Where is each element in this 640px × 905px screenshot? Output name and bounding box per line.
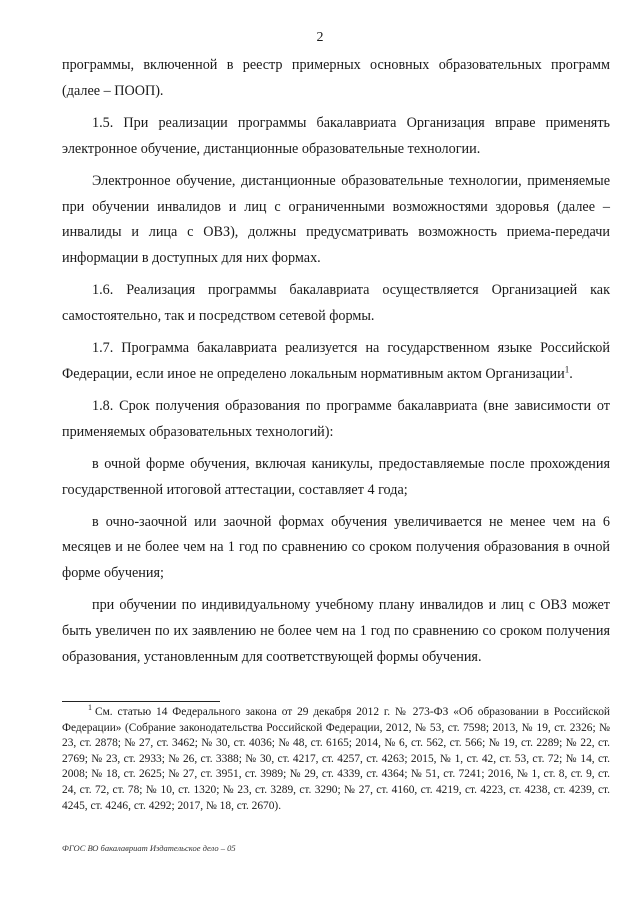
paragraph-1-6: 1.6. Реализация программы бакалавриата осуществляется Организацией как самостоятельно, так и посредством сетевой формы. [62,282,610,325]
paragraph-1-7-text: 1.7. Программа бакалавриата реализуется на государственном языке Российской Федерации, если иное не определено локальным нормативным актом Организации [62,340,610,382]
footnote-mark: 1 [88,703,92,713]
page-number: 2 [316,30,324,45]
paragraph-1-8: 1.8. Срок получения образования по программе бакалавриата (вне зависимости от применяемых образовательных технологий): [62,397,610,440]
paragraph-parttime: в очно-заочной или заочной формах обучения увеличивается не менее чем на 6 месяцев и не более чем на 1 год по сравнению со сроком получения образования в очной форме обучения; [62,513,610,582]
footnote-reference: 1 [564,364,570,375]
paragraph-elearning-ovz: Электронное обучение, дистанционные образовательные технологии, применяемые при обучении инвалидов и лиц с ограниченными возможностями здоровья (далее – инвалиды и лица с ОВЗ), должны предусматривать возможность приема-передачи информации в доступных для них формах. [62,172,610,267]
paragraph-1-7: 1.7. Программа бакалавриата реализуется на государственном языке Российской Федерации, если иное не определено локальным нормативным актом Организации$^1$. [62,340,610,382]
page-footer-note: ФГОС ВО бакалавриат Издательское дело – 05 [62,843,236,853]
footnote-text: См. статью 14 Федерального закона от 29 декабря 2012 г. № 273-ФЗ «Об образовании в Российской Федерации» (Собрание законодательства Российской Федерации, 2012, № 53, ст. 7598; 2013, № 19, ст. 2326; № 23, ст. 2878; № 27, ст. 3462; № 30, ст. 4036; № 48, ст. 6165; 2014, № 6, ст. 562, ст. 566; № 19, ст. 2289; № 22, ст. 2769; № 23, ст. 2933; № 26, ст. 3388; № 30, ст. 4217, ст. 4257, ст. 4263; 2015, № 1, ст. 42, ст. 53, ст. 72; № 14, ст. 2008; № 18, ст. 2625; № 27, ст. 3951, ст. 3989; № 29, ст. 4339, ст. 4364; № 51, ст. 7241; 2016, № 1, ст. 8, ст. 9, ст. 24, ст. 72, ст. 78; № 10, ст. 1320; № 23, ст. 3289, ст. 3290; № 27, ст. 4160, ст. 4219, ст. 4223, ст. 4238, ст. 4239, ст. 4245, ст. 4246, ст. 4292; 2017, № 18, ст. 2670). [62,706,610,812]
paragraph-individual-plan: при обучении по индивидуальному учебному плану инвалидов и лиц с ОВЗ может быть увеличен по их заявлению не более чем на 1 год по сравнению со сроком получения образования, установленным для соответствующей формы обучения. [62,597,610,666]
footnote [62,705,610,814]
document-body [62,53,610,671]
paragraph-continuation: программы, включенной в реестр примерных основных образовательных программ (далее – ПООП). [62,57,610,99]
paragraph-fulltime: в очной форме обучения, включая каникулы, предоставляемые после прохождения государственной итоговой аттестации, составляет 4 года; [62,455,610,498]
footnote-divider [62,701,220,702]
paragraph-1-5: 1.5. При реализации программы бакалавриата Организация вправе применять электронное обучение, дистанционные образовательные технологии. [62,114,610,157]
